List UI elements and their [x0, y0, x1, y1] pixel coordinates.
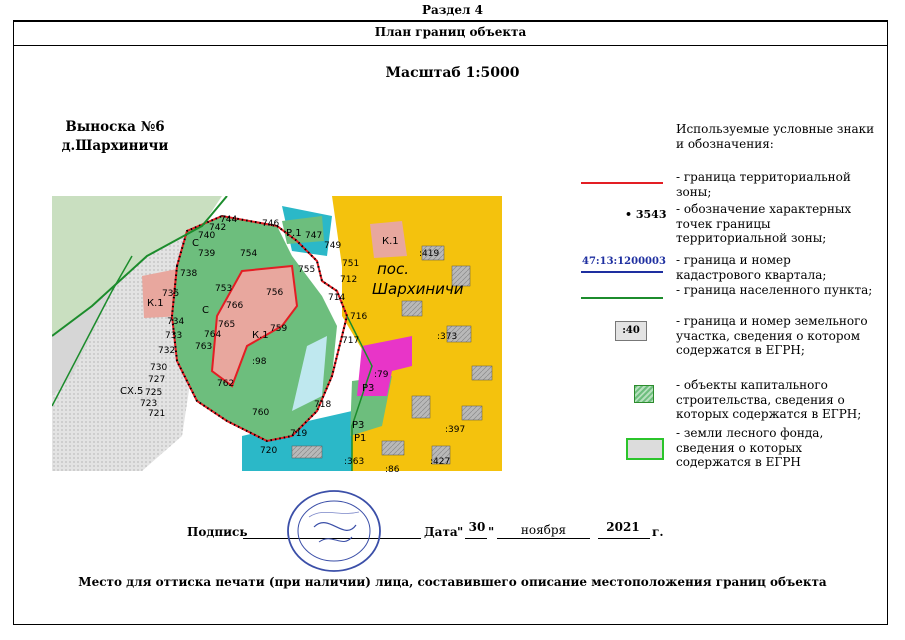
scale-label: Масштаб 1:5000 [385, 65, 520, 81]
point-label: 760 [252, 408, 270, 418]
point-label: 756 [266, 288, 284, 298]
parcel-label: :79 [374, 370, 389, 380]
callout-number: Выноска №6 [65, 119, 165, 135]
parcel-label: :427 [430, 457, 451, 467]
parcel-label: :373 [437, 332, 458, 342]
point-label: 735 [162, 289, 180, 299]
zone-label: К.1 [147, 298, 164, 309]
legend-item-points: - обозначение характерных точек границы территориальной зоны; [676, 202, 852, 245]
point-label: 746 [262, 219, 280, 229]
month-line [497, 538, 590, 539]
point-label: 744 [220, 215, 238, 225]
date-year: 2021 [606, 520, 640, 534]
legend-title: Используемые условные знаки и обозначения: [676, 122, 875, 151]
zone-border-symbol [581, 182, 663, 184]
day-line [465, 538, 487, 539]
point-label: 738 [180, 269, 198, 279]
stamp-place-caption: Место для оттиска печати (при наличии) лица, составившего описание местоположения границ объекта [78, 575, 827, 589]
point-label: 733 [165, 331, 183, 341]
legend-item-parcel: - граница и номер земельного участка, сведения о котором содержатся в ЕГРН; [676, 314, 868, 357]
point-label: 717 [342, 336, 360, 346]
point-label: 732 [158, 346, 176, 356]
legend-item-zone-border: - граница территориальной зоны; [676, 170, 851, 199]
point-label: 725 [145, 388, 163, 398]
point-label: 755 [298, 265, 316, 275]
zone-label: К.1 [382, 236, 399, 247]
point-label: 759 [270, 324, 288, 334]
point-symbol: • 3543 [625, 208, 667, 221]
legend-item-forest: - земли лесного фонда, сведения о которых содержатся в ЕГРН [676, 426, 824, 469]
point-label: 766 [226, 301, 244, 311]
settlement-name: Шархиничи [372, 280, 464, 298]
date-label: Дата [424, 525, 458, 539]
sign-label: Подпись [187, 525, 248, 539]
point-label: 747 [305, 231, 323, 241]
point-label: 753 [215, 284, 233, 294]
point-label: 762 [217, 379, 235, 389]
zone-label: Р1 [354, 433, 367, 444]
plan-header: План границ объекта [13, 20, 888, 46]
point-label: 765 [218, 320, 236, 330]
parcel-label: :419 [419, 249, 440, 259]
legend-item-quarter: - граница и номер кадастрового квартала; [676, 253, 827, 282]
point-label: 719 [290, 429, 308, 439]
point-label: 754 [240, 249, 258, 259]
settlement-line-symbol [581, 297, 663, 299]
zone-label: К.1 [252, 330, 269, 341]
point-label: 716 [350, 312, 368, 322]
point-label: 718 [314, 400, 332, 410]
year-suffix: г. [652, 525, 664, 539]
point-label: 712 [340, 275, 358, 285]
zone-label: Р.1 [286, 228, 302, 239]
point-label: 763 [195, 342, 213, 352]
parcel-symbol: :40 [615, 321, 647, 341]
point-label: 734 [167, 317, 185, 327]
callout-title [40, 118, 190, 156]
buildings-symbol [634, 385, 654, 403]
point-label: 730 [150, 363, 168, 373]
quarter-line-symbol [581, 271, 663, 273]
section-title: Раздел 4 [421, 3, 484, 17]
quarter-number-symbol: 47:13:1200003 [582, 256, 666, 267]
point-label: 723 [140, 399, 158, 409]
point-label: 714 [328, 293, 346, 303]
zone-label: СХ.5 [120, 386, 144, 397]
quote-close: " [488, 525, 495, 539]
organization-stamp [284, 487, 384, 575]
point-label: 751 [342, 259, 360, 269]
date-month: ноября [520, 523, 567, 537]
point-label: 739 [198, 249, 216, 259]
parcel-label: :397 [445, 425, 466, 435]
legend-item-settlement: - граница населенного пункта; [676, 283, 873, 297]
settlement-label: пос. [377, 260, 409, 278]
zone-label: С [202, 305, 209, 316]
boundary-map [52, 196, 502, 476]
callout-settlement: д.Шархиничи [61, 138, 169, 154]
parcel-label: :98 [252, 357, 267, 367]
point-label: 749 [324, 241, 342, 251]
date-day: 30 [468, 520, 486, 534]
forest-land-symbol [626, 438, 664, 460]
parcel-label: :363 [344, 457, 365, 467]
point-label: 721 [148, 409, 166, 419]
parcel-label: :86 [385, 465, 400, 475]
point-label: 764 [204, 330, 222, 340]
zone-label: Р3 [352, 420, 365, 431]
zone-label: Р3 [362, 383, 375, 394]
zone-label: С [192, 238, 199, 249]
point-label: 742 [209, 223, 227, 233]
legend-item-buildings: - объекты капитального строительства, сведения о которых содержатся в ЕГРН; [676, 378, 862, 421]
point-label: 720 [260, 446, 278, 456]
quote-open: " [457, 525, 464, 539]
year-line [598, 538, 650, 539]
point-label: 740 [198, 231, 216, 241]
point-label: 727 [148, 375, 166, 385]
